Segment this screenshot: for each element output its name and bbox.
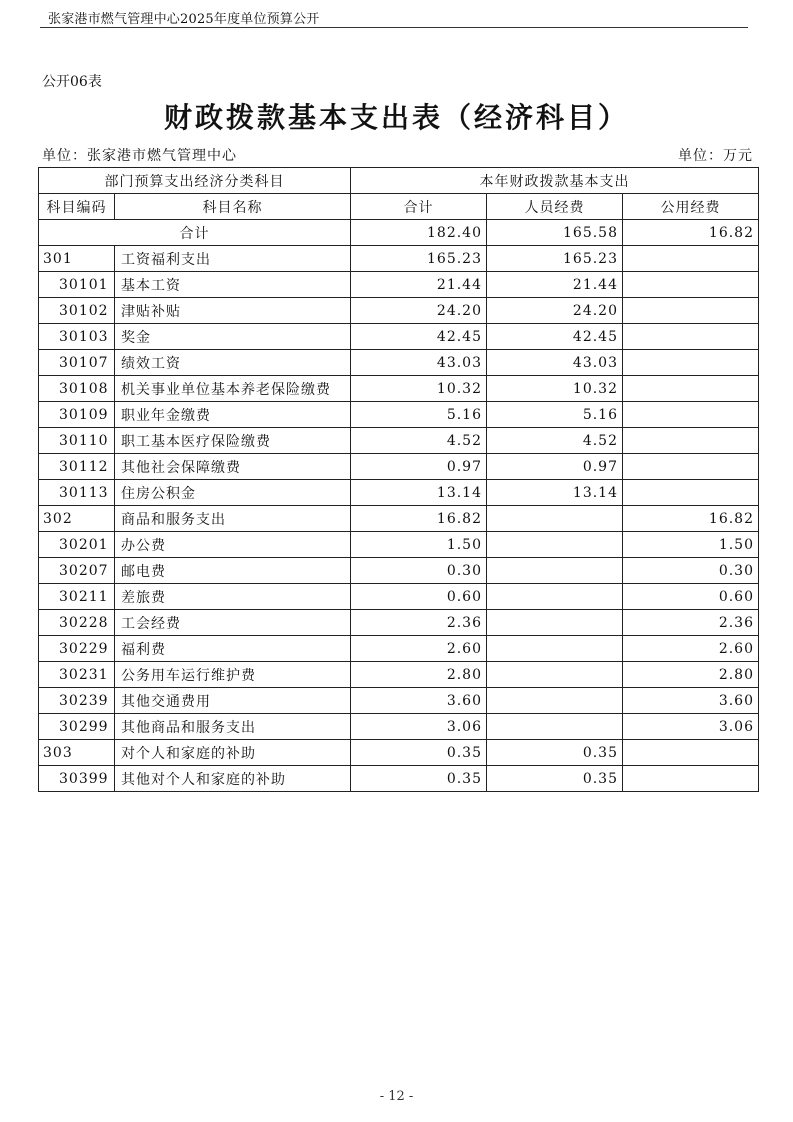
row-name: 职工基本医疗保险缴费 <box>115 428 351 454</box>
row-public <box>623 376 759 402</box>
row-name: 职业年金缴费 <box>115 402 351 428</box>
row-personnel <box>487 610 623 636</box>
row-code: 30231 <box>39 662 115 688</box>
row-code: 30201 <box>39 532 115 558</box>
row-code: 30108 <box>39 376 115 402</box>
row-total: 4.52 <box>351 428 487 454</box>
unit-currency: 单位：万元 <box>678 148 753 164</box>
row-personnel <box>487 532 623 558</box>
row-personnel: 5.16 <box>487 402 623 428</box>
row-public <box>623 246 759 272</box>
table-row <box>39 376 759 402</box>
table-row <box>39 428 759 454</box>
row-total: 5.16 <box>351 402 487 428</box>
row-public: 0.30 <box>623 558 759 584</box>
row-name: 邮电费 <box>115 558 351 584</box>
row-public: 3.60 <box>623 688 759 714</box>
row-code: 30399 <box>39 766 115 792</box>
row-public: 2.36 <box>623 610 759 636</box>
header-basic-expenditure: 本年财政拨款基本支出 <box>351 168 759 194</box>
row-public <box>623 428 759 454</box>
table-row <box>39 246 759 272</box>
row-code: 30101 <box>39 272 115 298</box>
table-header-group-row <box>39 168 759 194</box>
row-code: 303 <box>39 740 115 766</box>
table-row <box>39 272 759 298</box>
header-divider <box>40 27 748 28</box>
table-row <box>39 454 759 480</box>
row-total: 24.20 <box>351 298 487 324</box>
row-code: 301 <box>39 246 115 272</box>
row-code: 30228 <box>39 610 115 636</box>
unit-organization: 单位：张家港市燃气管理中心 <box>42 148 237 164</box>
table-header-row <box>39 194 759 220</box>
row-personnel <box>487 662 623 688</box>
row-name: 奖金 <box>115 324 351 350</box>
table-row <box>39 402 759 428</box>
row-code: 30102 <box>39 298 115 324</box>
table-row <box>39 662 759 688</box>
row-personnel: 21.44 <box>487 272 623 298</box>
table-row <box>39 506 759 532</box>
row-total: 42.45 <box>351 324 487 350</box>
row-personnel: 0.97 <box>487 454 623 480</box>
row-name: 商品和服务支出 <box>115 506 351 532</box>
row-public <box>623 740 759 766</box>
row-name: 机关事业单位基本养老保险缴费 <box>115 376 351 402</box>
row-personnel: 4.52 <box>487 428 623 454</box>
row-total: 2.80 <box>351 662 487 688</box>
row-name: 其他对个人和家庭的补助 <box>115 766 351 792</box>
row-public: 1.50 <box>623 532 759 558</box>
header-name: 科目名称 <box>115 194 351 220</box>
header-public: 公用经费 <box>623 194 759 220</box>
table-row <box>39 350 759 376</box>
row-code: 30107 <box>39 350 115 376</box>
row-personnel: 24.20 <box>487 298 623 324</box>
row-total: 21.44 <box>351 272 487 298</box>
row-total: 13.14 <box>351 480 487 506</box>
row-code: 30110 <box>39 428 115 454</box>
header-total: 合计 <box>351 194 487 220</box>
table-row <box>39 324 759 350</box>
row-public: 2.60 <box>623 636 759 662</box>
table-row <box>39 636 759 662</box>
header-personnel: 人员经费 <box>487 194 623 220</box>
row-code: 30112 <box>39 454 115 480</box>
row-total: 3.60 <box>351 688 487 714</box>
row-code: 30103 <box>39 324 115 350</box>
row-name: 绩效工资 <box>115 350 351 376</box>
row-total: 0.35 <box>351 766 487 792</box>
table-row <box>39 298 759 324</box>
row-public <box>623 298 759 324</box>
table-row <box>39 740 759 766</box>
row-name: 其他商品和服务支出 <box>115 714 351 740</box>
table-row <box>39 584 759 610</box>
header-code: 科目编码 <box>39 194 115 220</box>
row-personnel <box>487 636 623 662</box>
row-name: 基本工资 <box>115 272 351 298</box>
row-public <box>623 766 759 792</box>
row-personnel: 13.14 <box>487 480 623 506</box>
row-personnel: 0.35 <box>487 766 623 792</box>
row-total: 3.06 <box>351 714 487 740</box>
row-name: 其他社会保障缴费 <box>115 454 351 480</box>
row-code: 30239 <box>39 688 115 714</box>
row-total: 0.35 <box>351 740 487 766</box>
row-name: 其他交通费用 <box>115 688 351 714</box>
row-name: 办公费 <box>115 532 351 558</box>
page-number: - 12 - <box>379 1089 414 1104</box>
row-total: 10.32 <box>351 376 487 402</box>
row-total: 2.36 <box>351 610 487 636</box>
row-personnel <box>487 506 623 532</box>
row-total: 16.82 <box>351 506 487 532</box>
row-public <box>623 480 759 506</box>
table-row <box>39 480 759 506</box>
row-total: 0.97 <box>351 454 487 480</box>
total-row-public: 16.82 <box>623 220 759 246</box>
row-personnel <box>487 558 623 584</box>
row-public: 2.80 <box>623 662 759 688</box>
row-code: 30211 <box>39 584 115 610</box>
row-public <box>623 350 759 376</box>
row-public: 16.82 <box>623 506 759 532</box>
row-name: 住房公积金 <box>115 480 351 506</box>
row-personnel: 42.45 <box>487 324 623 350</box>
total-row <box>39 220 759 246</box>
row-personnel: 10.32 <box>487 376 623 402</box>
row-name: 工资福利支出 <box>115 246 351 272</box>
row-name: 差旅费 <box>115 584 351 610</box>
row-public <box>623 402 759 428</box>
total-row-total: 182.40 <box>351 220 487 246</box>
row-code: 30113 <box>39 480 115 506</box>
page-title: 财政拨款基本支出表（经济科目） <box>163 101 629 134</box>
row-total: 0.60 <box>351 584 487 610</box>
table-row <box>39 688 759 714</box>
row-total: 0.30 <box>351 558 487 584</box>
row-name: 对个人和家庭的补助 <box>115 740 351 766</box>
row-personnel <box>487 584 623 610</box>
row-name: 工会经费 <box>115 610 351 636</box>
row-public: 0.60 <box>623 584 759 610</box>
document-header: 张家港市燃气管理中心2025年度单位预算公开 <box>48 12 320 27</box>
row-code: 30109 <box>39 402 115 428</box>
row-public <box>623 324 759 350</box>
row-name: 公务用车运行维护费 <box>115 662 351 688</box>
row-personnel <box>487 688 623 714</box>
row-code: 30229 <box>39 636 115 662</box>
table-row <box>39 532 759 558</box>
row-name: 津贴补贴 <box>115 298 351 324</box>
table-row <box>39 714 759 740</box>
row-code: 30299 <box>39 714 115 740</box>
table-row <box>39 558 759 584</box>
total-row-label: 合计 <box>39 220 351 246</box>
table-row <box>39 610 759 636</box>
row-public <box>623 272 759 298</box>
row-total: 165.23 <box>351 246 487 272</box>
row-code: 302 <box>39 506 115 532</box>
total-row-personnel: 165.58 <box>487 220 623 246</box>
row-code: 30207 <box>39 558 115 584</box>
row-personnel: 0.35 <box>487 740 623 766</box>
row-personnel: 165.23 <box>487 246 623 272</box>
row-total: 2.60 <box>351 636 487 662</box>
header-economic-classification: 部门预算支出经济分类科目 <box>39 168 351 194</box>
row-personnel <box>487 714 623 740</box>
table-number: 公开06表 <box>42 74 102 90</box>
budget-table <box>38 167 759 792</box>
row-public <box>623 454 759 480</box>
row-personnel: 43.03 <box>487 350 623 376</box>
row-public: 3.06 <box>623 714 759 740</box>
table-row <box>39 766 759 792</box>
row-name: 福利费 <box>115 636 351 662</box>
row-total: 1.50 <box>351 532 487 558</box>
row-total: 43.03 <box>351 350 487 376</box>
